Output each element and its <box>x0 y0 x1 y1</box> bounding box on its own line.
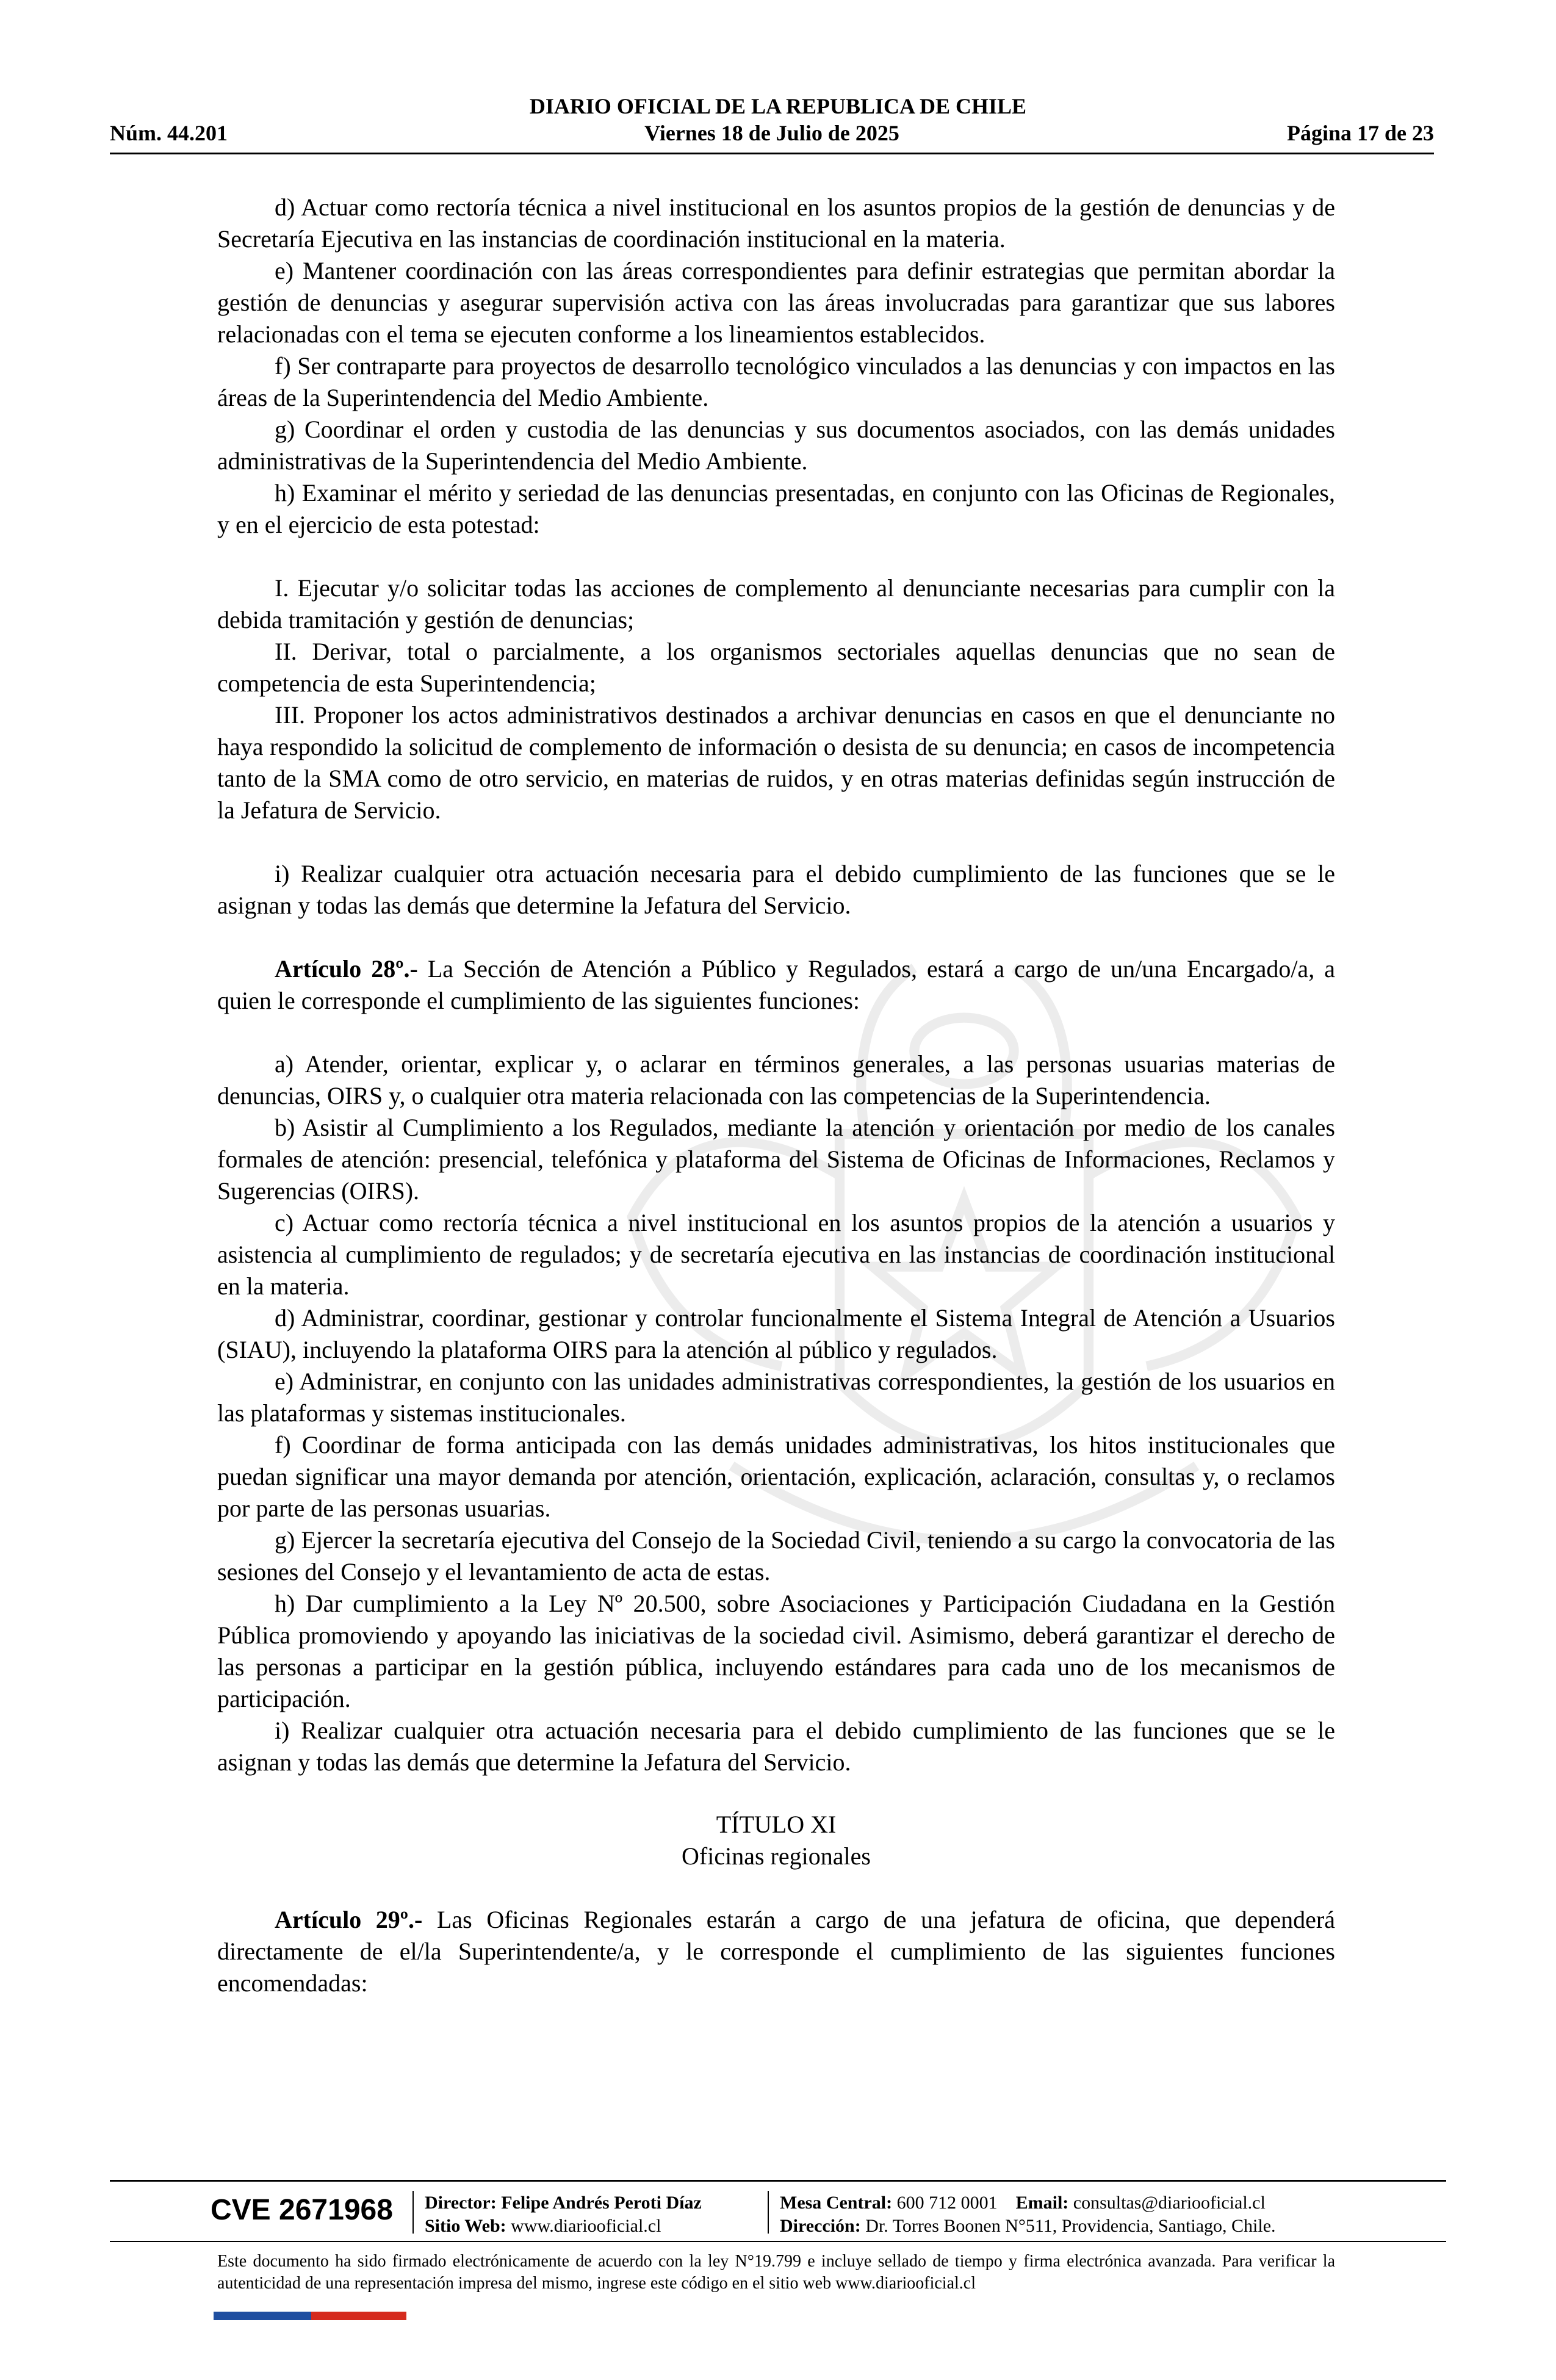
email-link[interactable]: consultas@diariooficial.cl <box>1073 2193 1266 2213</box>
footer-director-block <box>425 2191 702 2238</box>
paragraph: h) Examinar el mérito y seriedad de las denuncias presentadas, en conjunto con las Oficinas de Regionales, y en el ejercicio de esta potestad: <box>217 479 1335 538</box>
site-link[interactable]: www.diariooficial.cl <box>511 2216 661 2236</box>
paragraph: i) Realizar cualquier otra actuación necesaria para el debido cumplimiento de las funciones que se le asignan y todas las demás que determine la Jefatura del Servicio. <box>217 860 1335 919</box>
footer-contact-block <box>780 2191 1276 2238</box>
mesa-phone: 600 712 0001 <box>896 2193 998 2213</box>
footer-divider-2 <box>110 2241 1446 2242</box>
roman-item: II. Derivar, total o parcialmente, a los organismos sectoriales aquellas denuncias que no sean de competencia de esta Superintendencia; <box>217 638 1335 697</box>
flag-stripe <box>214 2312 406 2320</box>
paragraph: f) Ser contraparte para proyectos de desarrollo tecnológico vinculados a las denuncias y con impactos en las áreas de la Superintendencia del Medio Ambiente. <box>217 352 1335 411</box>
article-29 <box>217 1904 1335 1999</box>
address-text: Dr. Torres Boonen N°511, Providencia, Santiago, Chile. <box>865 2216 1276 2236</box>
issue-date: Viernes 18 de Julio de 2025 <box>644 121 899 145</box>
director-name: Felipe Andrés Peroti Díaz <box>501 2193 702 2213</box>
article-text: Las Oficinas Regionales estarán a cargo de una jefatura de oficina, que dependerá directamente de el/la Superintendente/a, y le corresponde el cumplimiento de las siguientes funciones encomendadas: <box>217 1906 1335 1997</box>
paragraph: b) Asistir al Cumplimiento a los Regulados, mediante la atención y orientación por medio de los canales formales de atención: presencial, telefónica y plataforma del Sistema de Oficinas de Informaciones, Reclamos y Sugerencias (OIRS). <box>217 1114 1335 1205</box>
article-text: La Sección de Atención a Público y Regulados, estará a cargo de un/una Encargado/a, a quien le corresponde el cumplimiento de las siguientes funciones: <box>217 955 1335 1014</box>
article-label: Artículo 28º.- <box>275 955 418 983</box>
footer-separator <box>768 2191 769 2234</box>
title-heading: TÍTULO XI <box>716 1811 837 1838</box>
paragraph: a) Atender, orientar, explicar y, o aclarar en términos generales, a las personas usuarias materias de denuncias, OIRS y, o cualquier otra materia relacionada con las competencias de la Superintendencia. <box>217 1050 1335 1109</box>
article-label: Artículo 29º.- <box>275 1906 423 1933</box>
paragraph: d) Administrar, coordinar, gestionar y controlar funcionalmente el Sistema Integral de Atención a Usuarios (SIAU), incluyendo la plataforma OIRS para la atención al público y regulados. <box>217 1304 1335 1363</box>
paragraph: h) Dar cumplimiento a la Ley Nº 20.500, sobre Asociaciones y Participación Ciudadana en la Gestión Pública promoviendo y apoyando las iniciativas de la sociedad civil. Asimismo, deberá garantizar el derecho de las personas a participar en la gestión pública, incluyendo estándares para cada uno de los mecanismos de participación. <box>217 1590 1335 1712</box>
cve-code: CVE 2671968 <box>211 2194 393 2226</box>
paragraph: c) Actuar como rectoría técnica a nivel institucional en los asuntos propios de la atención a usuarios y asistencia al cumplimiento de regulados; y de secretaría ejecutiva en las instancias de coordinación institucional en la materia. <box>217 1209 1335 1300</box>
email-label: Email: <box>1015 2193 1069 2213</box>
header-divider <box>110 153 1434 154</box>
address-label: Dirección: <box>780 2216 861 2236</box>
article-28 <box>217 953 1335 1017</box>
paragraph: g) Ejercer la secretaría ejecutiva del Consejo de la Sociedad Civil, teniendo a su cargo la convocatoria de las sesiones del Consejo y el levantamiento de acta de estas. <box>217 1526 1335 1585</box>
paragraph: g) Coordinar el orden y custodia de las denuncias y sus documentos asociados, con las demás unidades administrativas de la Superintendencia del Medio Ambiente. <box>217 416 1335 475</box>
issue-number: Núm. 44.201 <box>110 121 228 145</box>
footer-divider <box>110 2180 1446 2182</box>
paragraph: d) Actuar como rectoría técnica a nivel institucional en los asuntos propios de la gestión de denuncias y de Secretaría Ejecutiva en las instancias de coordinación institucional en la materia. <box>217 193 1335 253</box>
legal-notice: Este documento ha sido firmado electrónicamente de acuerdo con la ley N°19.799 e incluye sellado de tiempo y firma electrónica avanzada. Para verificar la autenticidad de una representación impresa del mismo, ingrese este código en el sitio web www.diariooficial.cl <box>217 2252 1335 2293</box>
roman-item: III. Proponer los actos administrativos destinados a archivar denuncias en casos en que el denunciante no haya respondido la solicitud de complemento de información o desista de su denuncia; en casos de incompetencia tanto de la SMA como de otro servicio, en materias de ruidos, y en otras materias definidas según instrucción de la Jefatura de Servicio. <box>217 701 1335 824</box>
paragraph: f) Coordinar de forma anticipada con las demás unidades administrativas, los hitos institucionales que puedan significar una mayor demanda por atención, orientación, explicación, aclaración, consultas y, o reclamos por parte de las personas usuarias. <box>217 1431 1335 1522</box>
paragraph: e) Mantener coordinación con las áreas correspondientes para definir estrategias que permitan abordar la gestión de denuncias y asegurar supervisión activa con las áreas involucradas para garantizar que sus labores relacionadas con el tema se ejecuten conforme a los lineamientos establecidos. <box>217 257 1335 348</box>
document-body <box>217 192 1335 1999</box>
paragraph: i) Realizar cualquier otra actuación necesaria para el debido cumplimiento de las funciones que se le asignan y todas las demás que determine la Jefatura del Servicio. <box>217 1717 1335 1776</box>
roman-item: I. Ejecutar y/o solicitar todas las acciones de complemento al denunciante necesarias para cumplir con la debida tramitación y gestión de denuncias; <box>217 574 1335 633</box>
mesa-label: Mesa Central: <box>780 2193 893 2213</box>
title-subheading: Oficinas regionales <box>682 1842 871 1870</box>
flag-blue-bar <box>214 2312 311 2320</box>
flag-red-bar <box>311 2312 406 2320</box>
site-label: Sitio Web: <box>425 2216 506 2236</box>
page-number: Página 17 de 23 <box>1286 121 1434 145</box>
paragraph: e) Administrar, en conjunto con las unidades administrativas correspondientes, la gestión de los usuarios en las plataformas y sistemas institucionales. <box>217 1368 1335 1427</box>
director-label: Director: <box>425 2193 497 2213</box>
footer-separator <box>412 2191 414 2234</box>
newspaper-title: DIARIO OFICIAL DE LA REPUBLICA DE CHILE <box>529 94 1027 118</box>
